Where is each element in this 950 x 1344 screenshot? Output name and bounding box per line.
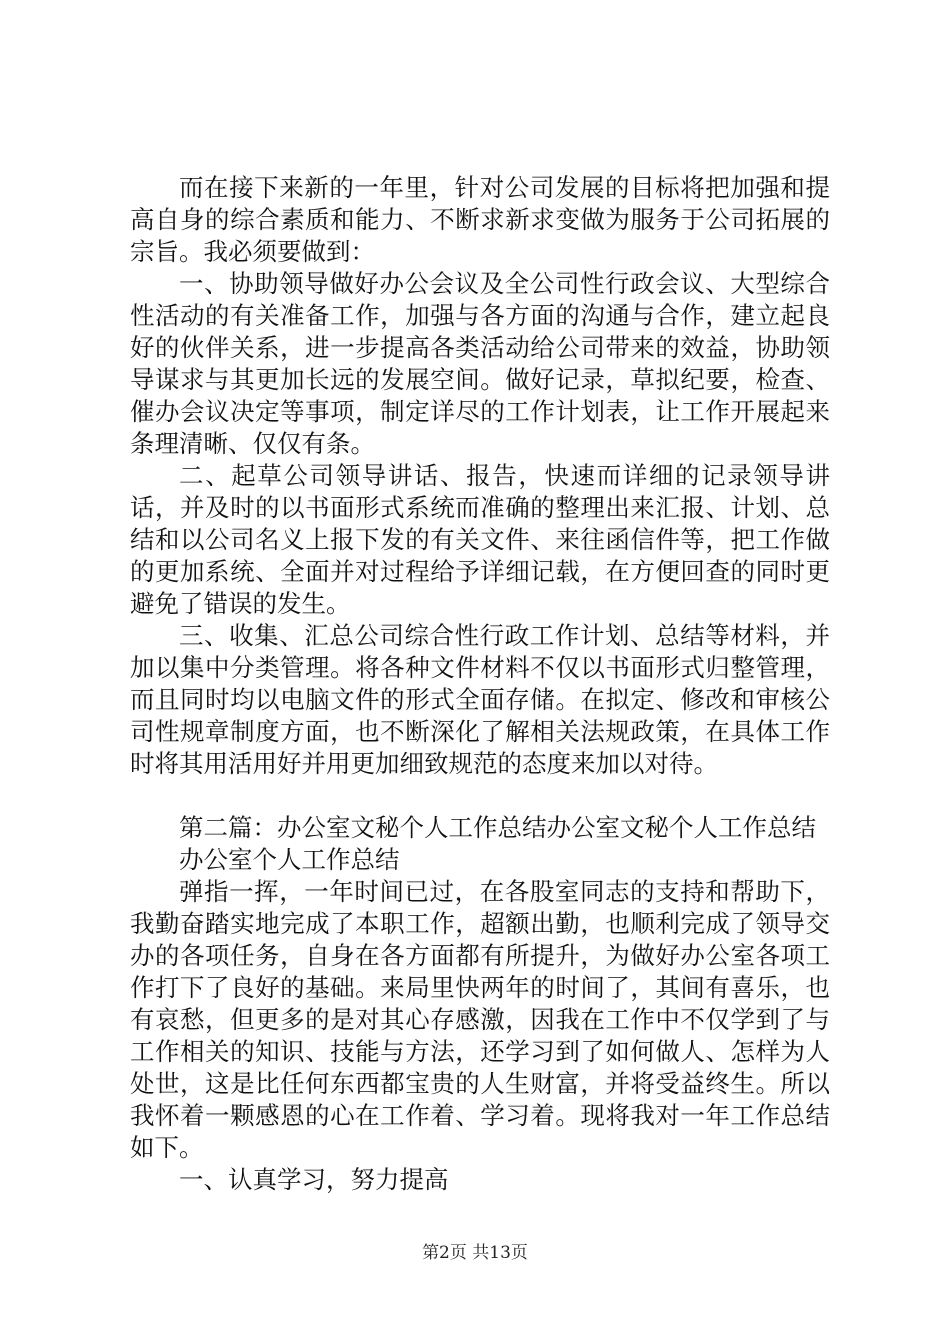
section-gap <box>130 780 830 812</box>
page-number: 第2页 共13页 <box>422 1243 528 1263</box>
paragraph-item-2: 二、起草公司领导讲话、报告，快速而详细的记录领导讲话，并及时的以书面形式系统而准确的整理出来汇报、计划、总结和以公司名义上报下发的有关文件、来往函信件等，把工作做的更加系统、全面并对过程给予详细记载，在方便回查的同时更避免了错误的发生。 <box>130 461 830 618</box>
paragraph-item-1: 一、协助领导做好办公会议及全公司性行政会议、大型综合性活动的有关准备工作，加强与各方面的沟通与合作，建立起良好的伙伴关系，进一步提高各类活动给公司带来的效益，协助领导谋求与其更加长远的发展空间。做好记录，草拟纪要，检查、催办会议决定等事项，制定详尽的工作计划表，让工作开展起来条理清晰、仅仅有条。 <box>130 269 830 458</box>
paragraph-intro: 而在接下来新的一年里，针对公司发展的目标将把加强和提高自身的综合素质和能力、不断求新求变做为服务于公司拓展的宗旨。我必须要做到： <box>130 173 830 266</box>
section-subtitle: 办公室个人工作总结 <box>179 845 400 874</box>
paragraph-heading-1: 一、认真学习，努力提高 <box>179 1165 449 1194</box>
paragraph-item-3: 三、收集、汇总公司综合性行政工作计划、总结等材料，并加以集中分类管理。将各种文件材料不仅以书面形式归整管理，而且同时均以电脑文件的形式全面存储。在拟定、修改和审核公司性规章制度方面，也不断深化了解相关法规政策，在具体工作时将其用活用好并用更加细致规范的态度来加以对待。 <box>130 621 830 778</box>
document-body <box>130 172 830 1196</box>
section-title: 第二篇：办公室文秘个人工作总结办公室文秘个人工作总结 <box>179 813 816 842</box>
paragraph-summary: 弹指一挥，一年时间已过，在各股室同志的支持和帮助下，我勤奋踏实地完成了本职工作，超额出勤，也顺利完成了领导交办的各项任务，自身在各方面都有所提升，为做好办公室各项工作打下了良好的基础。来局里快两年的时间了，其间有喜乐，也有哀愁，但更多的是对其心存感激，因我在工作中不仅学到了与工作相关的知识、技能与方法，还学习到了如何做人、怎样为人处世，这是比任何东西都宝贵的人生财富，并将受益终生。所以我怀着一颗感恩的心在工作着、学习着。现将我对一年工作总结如下。 <box>130 877 830 1162</box>
